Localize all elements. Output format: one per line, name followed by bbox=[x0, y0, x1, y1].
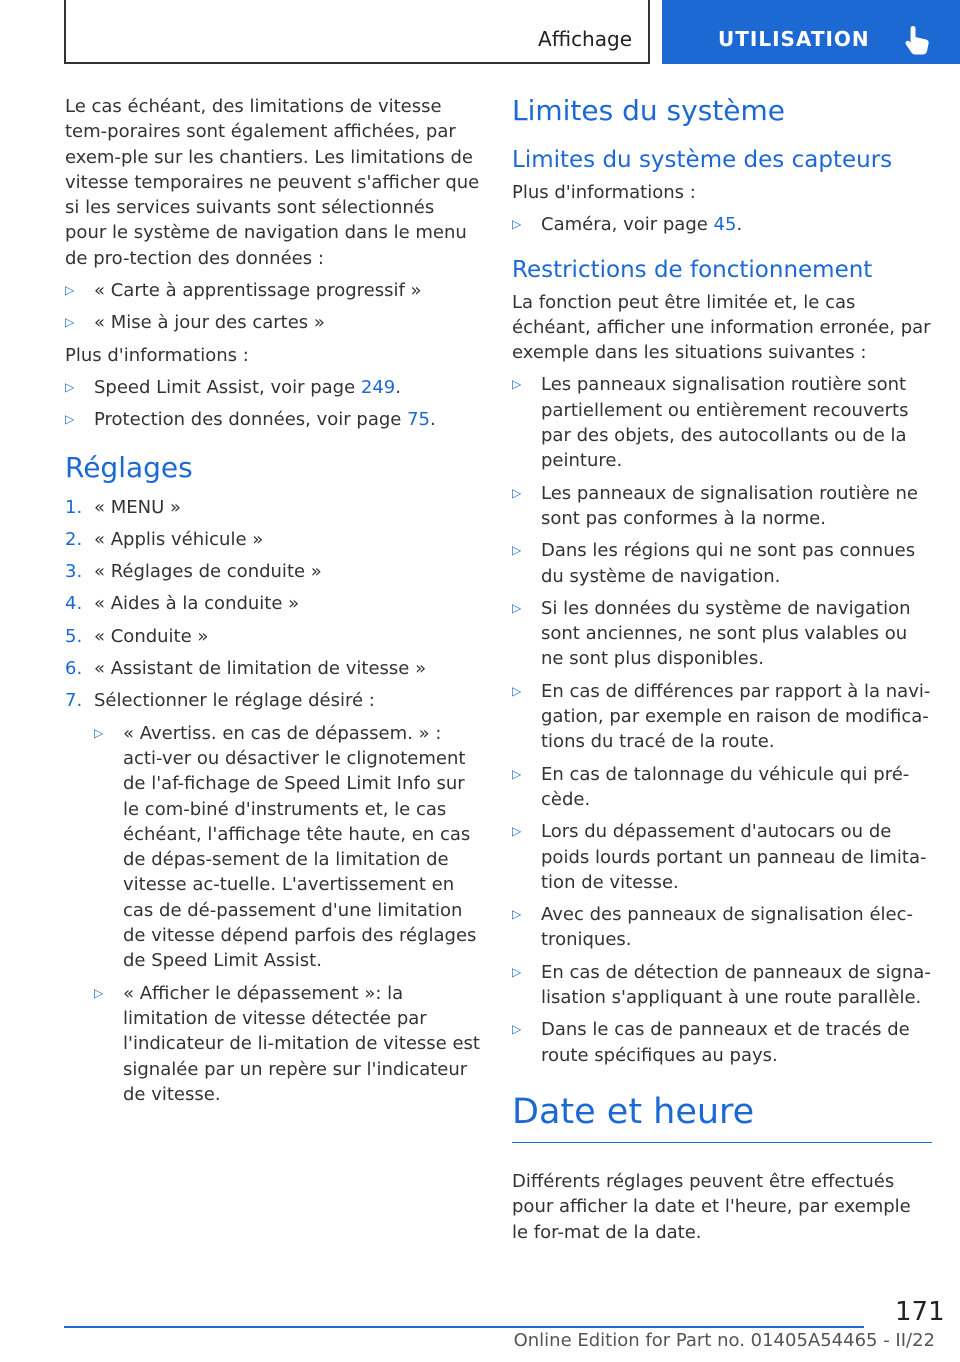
list-item: ▷ Avec des panneaux de signalisation élec-troniques. bbox=[512, 902, 932, 953]
list-item: ▷ Les panneaux de signalisation routière ne sont pas conformes à la norme. bbox=[512, 481, 932, 532]
reference-data-protection: ▷ Protection des données, voir page 75. bbox=[65, 407, 480, 432]
page-link[interactable]: 45 bbox=[713, 214, 737, 236]
more-info-label: Plus d'informations : bbox=[512, 182, 696, 203]
sensor-limits-heading: Limites du système des capteurs bbox=[512, 147, 893, 173]
step-item: 4. « Aides à la conduite » bbox=[65, 593, 300, 615]
list-item: ▷ En cas de différences par rapport à la navi-gation, par exemple en raison de modifica-tions du tracé de la route. bbox=[512, 679, 932, 755]
left-column bbox=[65, 94, 480, 1114]
step-item: 6. « Assistant de limitation de vitesse » bbox=[65, 658, 427, 680]
footer-edition: Online Edition for Part no. 01405A54465 - II/22 bbox=[513, 1330, 935, 1351]
step-item: 3. « Réglages de conduite » bbox=[65, 561, 322, 583]
date-time-heading-block bbox=[512, 1090, 932, 1143]
step-item: 2. « Applis véhicule » bbox=[65, 528, 264, 550]
header-section-box bbox=[64, 0, 650, 64]
list-item: ▷ En cas de détection de panneaux de signa-lisation s'appliquant à une route parallèle. bbox=[512, 960, 932, 1011]
page-number: 171 bbox=[895, 1297, 945, 1327]
page-link[interactable]: 75 bbox=[407, 409, 430, 431]
list-item: ▷ « Mise à jour des cartes » bbox=[65, 310, 480, 335]
footer-divider bbox=[64, 1326, 864, 1328]
more-info-label: Plus d'informations : bbox=[65, 344, 249, 366]
step-item: 5. « Conduite » bbox=[65, 625, 209, 647]
option-item: ▷ « Avertiss. en cas de dépassem. » : acti-ver ou désactiver le clignotement de l'af-fichage de Speed Limit Info sur le com-biné d'instruments et, le cas échéant, l'affichage tête haute, en cas de dépas-sement de la limitation de vitesse ac-tuelle. L'avertissement en cas de dé-passement d'une limitation de vitesse dépend parfois des réglages de Speed Limit Assist. bbox=[94, 721, 480, 974]
date-time-heading: Date et heure bbox=[512, 1091, 755, 1132]
reference-camera: ▷ Caméra, voir page 45. bbox=[512, 212, 932, 237]
settings-heading: Réglages bbox=[65, 450, 193, 484]
header-chapter-tab bbox=[662, 0, 960, 64]
step-item: 1. « MENU » bbox=[65, 496, 182, 518]
list-item: ▷ « Carte à apprentissage progressif » bbox=[65, 278, 480, 303]
intro-paragraph: Le cas échéant, des limitations de vitesse tem-poraires sont également affichées, par exem-ple sur les chantiers. Les limitations de vitesse temporaires ne peuvent s'afficher que si les services suivants sont sélectionnés pour le système de navigation dans le menu de pro-tection des données : bbox=[65, 96, 480, 269]
date-time-paragraph: Différents réglages peuvent être effectués pour afficher la date et l'heure, par exemple le for-mat de la date. bbox=[512, 1170, 911, 1243]
reference-speed-limit-assist: ▷ Speed Limit Assist, voir page 249. bbox=[65, 375, 480, 400]
header-chapter-label: UTILISATION bbox=[718, 27, 870, 51]
step-item: 7. Sélectionner le réglage désiré : bbox=[65, 690, 375, 712]
list-item: ▷ Les panneaux signalisation routière sont partiellement ou entièrement recouverts par des objets, des autocollants ou de la peinture. bbox=[512, 372, 932, 473]
system-limits-heading: Limites du système bbox=[512, 94, 785, 127]
restrictions-intro: La fonction peut être limitée et, le cas échéant, afficher une information erronée, par exemple dans les situations suivantes : bbox=[512, 291, 931, 364]
list-item: ▷ Si les données du système de navigation sont anciennes, ne sont plus valables ou ne sont plus disponibles. bbox=[512, 596, 932, 672]
right-column bbox=[512, 94, 932, 1252]
list-item: ▷ Lors du dépassement d'autocars ou de poids lourds portant un panneau de limita-tion de vitesse. bbox=[512, 819, 932, 895]
pointing-hand-icon bbox=[902, 24, 932, 56]
page-link[interactable]: 249 bbox=[360, 376, 396, 398]
option-item: ▷ « Afficher le dépassement »: la limitation de vitesse détectée par l'indicateur de li-mitation de vitesse est signalée par un repère sur l'indicateur de vitesse. bbox=[94, 981, 480, 1107]
list-item: ▷ Dans le cas de panneaux et de tracés de route spécifiques au pays. bbox=[512, 1017, 932, 1068]
list-item: ▷ En cas de talonnage du véhicule qui pré-cède. bbox=[512, 762, 932, 813]
restrictions-heading: Restrictions de fonctionnement bbox=[512, 256, 873, 283]
list-item: ▷ Dans les régions qui ne sont pas connues du système de navigation. bbox=[512, 538, 932, 589]
header-section-title: Affichage bbox=[538, 27, 632, 51]
